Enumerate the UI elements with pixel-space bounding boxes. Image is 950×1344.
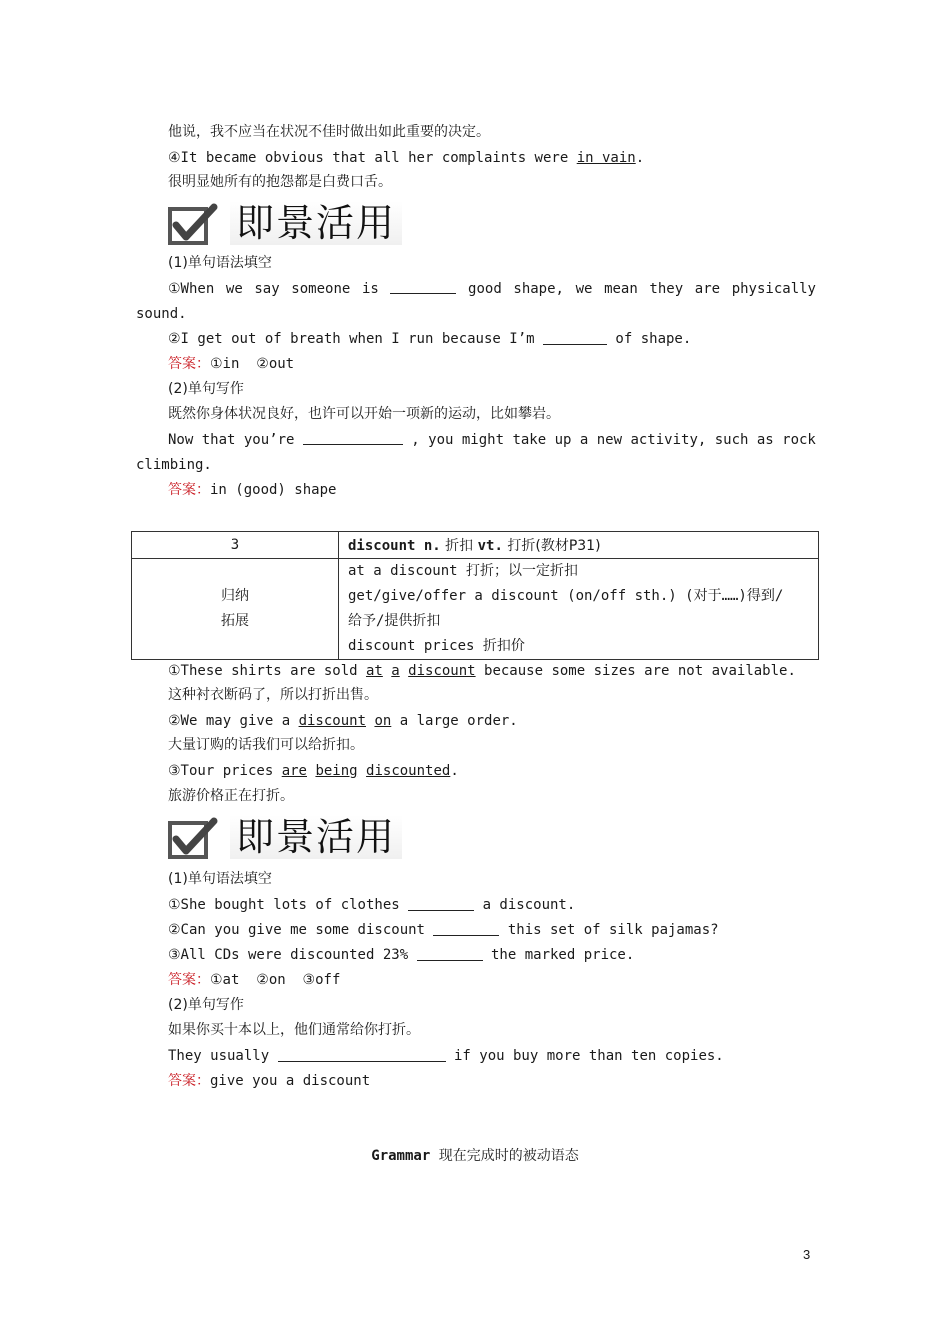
vocab-line: at a discount 打折；以一定折扣	[348, 563, 579, 579]
exercise-question-cont: sound.	[136, 306, 187, 322]
word: good	[468, 281, 502, 297]
exercise-question: ①She bought lots of clothes a discount.	[168, 897, 576, 913]
exercise-question: They usually if you buy more than ten copies.	[168, 1048, 724, 1064]
exercise-question: ③All CDs were discounted 23% the marked price.	[168, 947, 635, 963]
checkmark-icon	[168, 817, 214, 857]
vocab-line: discount prices 折扣价	[348, 638, 525, 654]
answer-blank[interactable]	[417, 946, 483, 961]
section-heading: (2)单句写作	[168, 381, 244, 397]
example-sentence: ③Tour prices are being discounted.	[168, 763, 459, 779]
translation-line: 很明显她所有的抱怨都是白费口舌。	[168, 174, 392, 190]
practice-banner	[168, 813, 402, 861]
word: up	[554, 432, 572, 448]
word: physically	[731, 281, 816, 297]
word: are	[694, 281, 721, 297]
example-sentence: ④It became obvious that all her complaints were in vain.	[168, 150, 645, 166]
checkmark-icon	[168, 203, 214, 243]
translation-line: 他说，我不应当在状况不佳时做出如此重要的决定。	[168, 124, 490, 140]
translation-line: 这种衬衣断码了，所以打折出售。	[168, 687, 378, 703]
section-heading: (1)单句语法填空	[168, 255, 272, 271]
answer-line: 答案：give you a discount	[168, 1073, 371, 1089]
vocab-category: 归纳 拓展	[132, 559, 339, 660]
word: mean	[604, 281, 638, 297]
word: a	[579, 432, 589, 448]
word: we	[575, 281, 593, 297]
banner-title: 即景活用	[230, 201, 402, 245]
vocabulary-table	[131, 531, 819, 660]
page-number: 3	[803, 1247, 811, 1262]
translation-line: 如果你买十本以上，他们通常给你打折。	[168, 1022, 420, 1038]
answer-blank[interactable]	[303, 430, 403, 445]
section-heading: (2)单句写作	[168, 997, 244, 1013]
exercise-question	[168, 430, 816, 450]
word: new	[596, 432, 623, 448]
answer-line: 答案：in (good) shape	[168, 482, 337, 498]
vocab-expansion	[339, 559, 819, 660]
answer-blank[interactable]	[278, 1047, 446, 1062]
translation-line: 既然你身体状况良好，也许可以开始一项新的运动，比如攀岩。	[168, 406, 560, 422]
word: Now	[168, 432, 194, 448]
word: might	[461, 432, 505, 448]
example-sentence: ①These shirts are sold at a discount because some sizes are not available.	[168, 663, 796, 679]
word: shape,	[513, 281, 564, 297]
word: take	[512, 432, 547, 448]
word: you	[428, 432, 454, 448]
exercise-question-cont: climbing.	[136, 457, 212, 473]
grammar-title: Grammar 现在完成时的被动语态	[371, 1148, 579, 1164]
exercise-question: ②Can you give me some discount this set of silk pajamas?	[168, 922, 719, 938]
vocab-number: 3	[132, 532, 339, 559]
word: you’re	[243, 432, 295, 448]
vocab-headword: discount n. 折扣 vt. 打折(教材P31)	[339, 532, 819, 559]
answer-blank[interactable]	[408, 896, 474, 911]
banner-title: 即景活用	[230, 815, 402, 859]
vocab-line: get/give/offer a discount (on/off sth.) (对于……)得到/	[348, 588, 784, 604]
underlined-phrase: in vain	[576, 150, 636, 166]
practice-banner	[168, 199, 402, 247]
word: such	[714, 432, 749, 448]
word: we	[225, 281, 243, 297]
answer-line: 答案：①in ②out	[168, 356, 295, 372]
word: that	[201, 432, 236, 448]
answer-line: 答案：①at ②on ③off	[168, 972, 341, 988]
word: ,	[411, 432, 420, 448]
vocab-line: 给予/提供折扣	[348, 613, 441, 629]
exercise-question	[168, 279, 816, 299]
word: say	[254, 281, 280, 297]
word: rock	[782, 432, 816, 448]
exercise-question: ②I get out of breath when I run because I’m of shape.	[168, 331, 692, 347]
word: someone	[291, 281, 351, 297]
word: activity,	[630, 432, 707, 448]
word: ①When	[168, 281, 215, 297]
section-heading: (1)单句语法填空	[168, 871, 272, 887]
word: is	[361, 281, 379, 297]
word: they	[649, 281, 684, 297]
answer-blank[interactable]	[433, 921, 499, 936]
word: as	[756, 432, 774, 448]
example-sentence: ②We may give a discount on a large order.	[168, 713, 518, 729]
answer-blank[interactable]	[390, 279, 456, 294]
answer-blank[interactable]	[543, 330, 607, 345]
translation-line: 旅游价格正在打折。	[168, 788, 294, 804]
translation-line: 大量订购的话我们可以给折扣。	[168, 737, 364, 753]
